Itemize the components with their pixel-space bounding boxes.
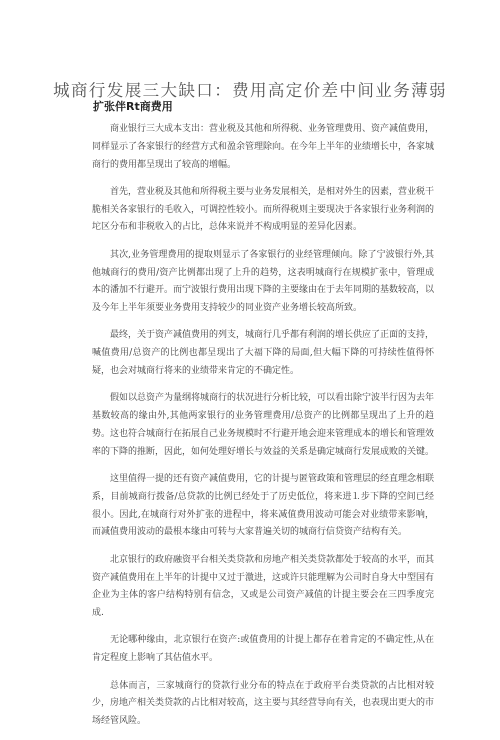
- page-title: 城商行发展三大缺口：费用高定价差中间业务薄弱: [53, 81, 447, 100]
- section-heading: 扩张伴Rt商费用: [93, 100, 173, 113]
- paragraph-9: 总体而言，三家城商行的贷款行业分布的特点在于政府平台类贷款的占比相对较少，房地产相关类贷款的占比相对较高，这主要与其经营导向有关，也表现出更大的市场经管风险。: [92, 680, 435, 727]
- paragraph-2: 首先，营业税及其他和所得税主要与业务发展相关，是相对外生的因素，营业税干脆相关各家银行的毛收入，可调控性较小。而所得税则主要现决于各家银行业务利润的坨区分布和非税收入的占比，总体来说并不构成明显的差异化因素。: [92, 186, 435, 233]
- paragraph-6: 这里值得一提的还有资产减值费用，它的计提与匿管政策和管理层的经直理念相联系，目前城商行拨备/总贷款的比例已经处于了历史低位，将来进⒈步下降的空间已经很小。因此,在城商行对外扩张的进程中，将来减值费用波动可能会对业绩带来影响，而减值费用波动的最根本缘由可转与大家普遍关切的城商行信贷资产结构有关。: [92, 474, 435, 538]
- paragraph-4: 最终，关于资产减值费用的列支，城商行几乎都有利润的增长供应了正面的支持，喊值费用/总资产的比例也都呈现出了大福下降的局面,但大幅下降的可持续性值得怀疑，也会对城商行将来的业绩带来肯定的不确定性。: [92, 330, 435, 377]
- paragraph-7: 北京银行的政府融资平台相关类贷款和房地产相关类贷款都处于较高的水平，而其资产减值费用在上半年的计提中又过于激进，这或许只能理解为公司时自身大中型国有企业为主体的客户结构特别有信念，又或是公司资产减值的计提主要会在三四季度完成.: [92, 554, 435, 619]
- paragraph-8: 无论哪种缘由，北京银行在资产:或值费用的计提上都存在着肯定的不确定性,从在肯定程度上影响了其估值水平。: [92, 635, 434, 664]
- paragraph-1: 商业银行三大成本支出：营业税及其他和所得税、业务管理费用、资产减值费用，同样显示了各家银行的经营方式和盈余管理除向。在今年上半年的业绩增长中，各家城商行的费用都呈现出了较高的增幅。: [92, 124, 435, 170]
- article-body: [92, 121, 434, 740]
- paragraph-5: 假如以总资产为量纲将城商行的状况进行分析比较，可以看出除宁波半行因为去年基数较高的缘由外,其他两家银行的业务管理费用/总资产的比例都呈现出了上升的趋势。这也符合城商行在拓展自己业务规模时不行避开地会迎来管理成本的增长和管理效率的下降的推断，因此，如何处理好增长与效益的关系是确定城商行发展成败的关键。: [92, 393, 435, 457]
- paragraph-3: 其次,业务管理费用的提取则显示了各家银行的业经管理倾向。除了宁波银行外,其他城商行的费用/资产比例都出现了上升的趋势，这表明城商行在规模扩张中，管理成本的潘加不行避开。而宁波银行费用出现下降的主要缘由在于去年同期的基数较高，以及今年上半年须要业务费用支持较少的同业资产业务增长较高所致。: [92, 249, 435, 314]
